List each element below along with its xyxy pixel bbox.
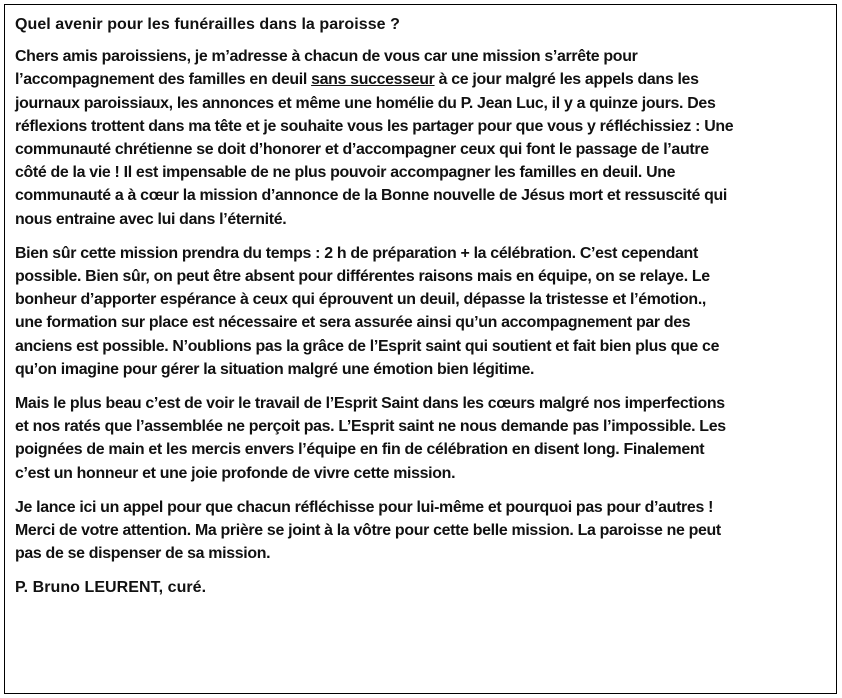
paragraph-2-line-5: anciens est possible. N’oublions pas la grâce de l’Esprit saint qui soutient et fait bien plus que ce bbox=[15, 337, 720, 355]
underlined-phrase: sans successeur bbox=[311, 71, 435, 89]
paragraph-2-line-6: qu’on imagine pour gérer la situation malgré une émotion bien légitime. bbox=[15, 360, 535, 378]
signature: P. Bruno LEURENT, curé. bbox=[15, 579, 207, 597]
paragraph-1-line-2 bbox=[15, 68, 837, 91]
paragraph-1-line-5: communauté chrétienne se doit d’honorer et d’accompagner ceux qui font le passage de l’autre bbox=[15, 141, 709, 159]
paragraph-1-line-8: nous entraine avec lui dans l’éternité. bbox=[15, 210, 287, 228]
paragraph-2-line-4: une formation sur place est nécessaire et sera assurée ainsi qu’un accompagnement par des bbox=[15, 314, 691, 332]
paragraph-1-line-7: communauté a à cœur la mission d’annonce de la Bonne nouvelle de Jésus mort et ressuscité qui bbox=[15, 187, 727, 205]
paragraph-4-line-2: Merci de votre attention. Ma prière se joint à la vôtre pour cette belle mission. La paroisse ne peut bbox=[15, 522, 721, 540]
paragraph-4-line-1: Je lance ici un appel pour que chacun réfléchisse pour lui-même et pourquoi pas pour d’autres ! bbox=[15, 498, 714, 516]
paragraph-2 bbox=[15, 242, 837, 381]
paragraph-3-line-2: et nos ratés que l’assemblée ne perçoit pas. L’Esprit saint ne nous demande pas l’impossible. Les bbox=[15, 418, 726, 436]
document-body bbox=[15, 13, 837, 600]
paragraph-3-line-4: c’est un honneur et une joie profonde de vivre cette mission. bbox=[15, 464, 456, 482]
paragraph-1-line-3: journaux paroissiaux, les annonces et même une homélie du P. Jean Luc, il y a quinze jours. Des bbox=[15, 94, 716, 112]
paragraph-2-line-1: Bien sûr cette mission prendra du temps : 2 h de préparation + la célébration. C’est cependant bbox=[15, 244, 698, 262]
paragraph-1-line-6: côté de la vie ! Il est impensable de ne plus pouvoir accompagner les familles en deuil. Une bbox=[15, 164, 676, 182]
paragraph-3 bbox=[15, 392, 837, 485]
paragraph-1-line-2-start: l’accompagnement des familles en deuil bbox=[15, 71, 312, 89]
document-title: Quel avenir pour les funérailles dans la paroisse ? bbox=[15, 16, 400, 33]
paragraph-2-line-3: bonheur d’apporter espérance à ceux qui éprouvent un deuil, dépasse la tristesse et l’émotion., bbox=[15, 291, 707, 309]
document-frame bbox=[4, 4, 837, 694]
paragraph-3-line-3: poignées de main et les mercis envers l’équipe en fin de célébration en disent long. Finalement bbox=[15, 441, 705, 459]
paragraph-1-line-4: réflexions trottent dans ma tête et je souhaite vous les partager pour que vous y réfléchissiez : Une bbox=[15, 117, 734, 135]
paragraph-2-line-2: possible. Bien sûr, on peut être absent pour différentes raisons mais en équipe, on se relaye. Le bbox=[15, 268, 710, 286]
paragraph-4 bbox=[15, 496, 837, 566]
paragraph-1-line-1: Chers amis paroissiens, je m’adresse à chacun de vous car une mission s’arrête pour bbox=[15, 48, 638, 66]
paragraph-1-line-2-end: à ce jour malgré les appels dans les bbox=[434, 71, 699, 89]
paragraph-3-line-1: Mais le plus beau c’est de voir le travail de l’Esprit Saint dans les cœurs malgré nos imperfections bbox=[15, 395, 725, 413]
paragraph-1 bbox=[15, 45, 837, 231]
paragraph-4-line-3: pas de se dispenser de sa mission. bbox=[15, 545, 271, 563]
